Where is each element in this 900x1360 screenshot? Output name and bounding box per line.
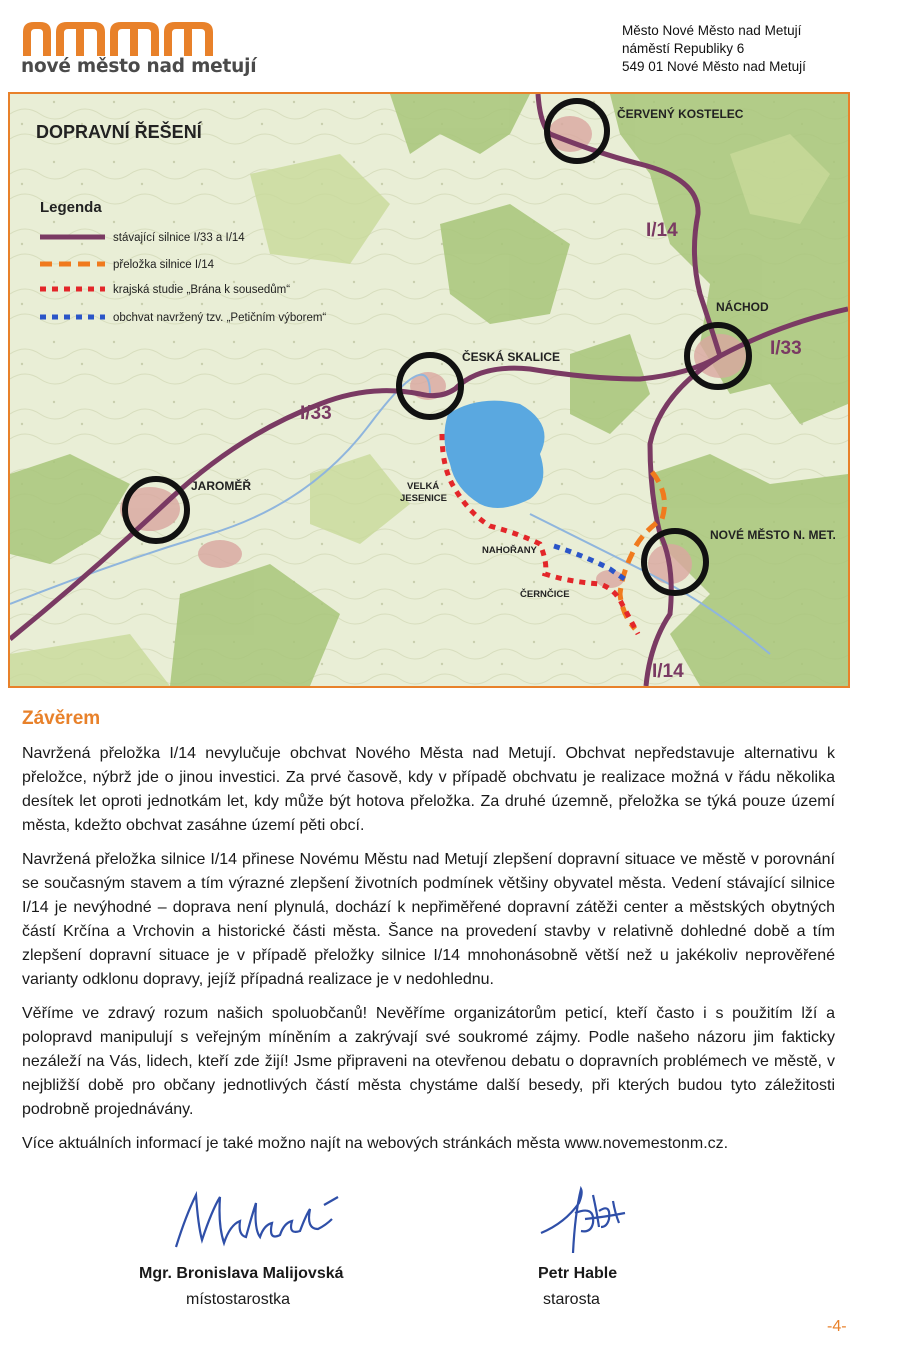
- map-canvas: [10, 94, 848, 686]
- signatory-role: místostarostka: [186, 1291, 291, 1308]
- address-line: náměstí Republiky 6: [622, 41, 745, 56]
- road-label: I/14: [646, 220, 678, 241]
- article-body: [22, 706, 835, 1166]
- logo-wordmark: nové město nad metují: [21, 56, 257, 77]
- legend-title: Legenda: [40, 199, 102, 216]
- village-label: ČERNČICE: [520, 589, 570, 600]
- city-logo: [20, 18, 250, 88]
- city-address: [622, 22, 806, 76]
- road-label: I/33: [300, 403, 332, 424]
- signature-hable: [535, 1183, 635, 1263]
- signatory-name: Petr Hable: [538, 1265, 618, 1282]
- town-label: NOVÉ MĚSTO N. MET.: [710, 528, 836, 542]
- map-title: DOPRAVNÍ ŘEŠENÍ: [36, 122, 202, 142]
- town-label: JAROMĚŘ: [191, 479, 252, 493]
- signatory-role: starosta: [543, 1291, 600, 1308]
- village-label: VELKÁ: [407, 481, 440, 492]
- paragraph: Věříme ve zdravý rozum našich spoluobčanů! Nevěříme organizátorům peticí, kteří často i s použitím lží a polopravd manipulují s veřejným míněním a zakrývají své soukromé zájmy. Podle našeho názoru jim fakticky nezáleží na Vás, lidech, kteří zde žijí! Jsme připraveni na otevřenou debatu o dopravních problémech ve městě, v nejbližší době pro občany jednotlivých částí města chystáme další besedy, při kterých budou tyto záležitosti podrobně projednávány.: [22, 1005, 835, 1118]
- paragraph: Navržená přeložka silnice I/14 přinese Novému Městu nad Metují zlepšení dopravní situace ve městě v porovnání se současným stavem a tím výrazné zlepšení životních podmínek většiny obyvatel města. Vedení stávající silnice I/14 je nevýhodné – doprava není plynulá, dochází k nepřiměřené dopravní zátěži center a městských obytných částí Krčína a Vrchovin a historické části města. Šance na provedení stavby v relativně dohledné době a tím zlepšení dopravní situace je v případě přeložky silnice I/14 mnohonásobně větší než u jakékoliv neprověřené varianty odklonu dopravy, jejíž případná realizace je v nedohlednu.: [22, 851, 835, 988]
- legend-item: obchvat navržený tzv. „Petičním výborem“: [113, 312, 327, 324]
- road-label: I/14: [652, 661, 684, 682]
- legend-item: krajská studie „Brána k sousedům“: [113, 284, 291, 296]
- town-label: ČESKÁ SKALICE: [462, 350, 561, 364]
- section-heading: Závěrem: [22, 708, 101, 729]
- address-line: 549 01 Nové Město nad Metují: [622, 59, 806, 74]
- village-label: NAHOŘANY: [482, 545, 537, 556]
- paragraph: Více aktuálních informací je také možno najít na webových stránkách města www.novemestonm.cz.: [22, 1135, 729, 1152]
- legend-item: přeložka silnice I/14: [113, 259, 214, 271]
- page-number: -4-: [827, 1318, 847, 1335]
- paragraph: Navržená přeložka I/14 nevylučuje obchvat Nového Města nad Metují. Obchvat nepředstavuje alternativu k přeložce, nýbrž jde o jinou investici. Za prvé časově, kdy v případě obchvatu je realizace možná v řádu několika desítek let oproti jednotkám let, kdy může být hotova přeložka. Za druhé územně, přeložka se týká pouze území města, kdežto obchvat zasáhne území pěti obcí.: [22, 745, 835, 834]
- signatory-name: Mgr. Bronislava Malijovská: [139, 1265, 344, 1282]
- transport-map: [8, 92, 850, 688]
- town-label: ČERVENÝ KOSTELEC: [617, 107, 744, 121]
- road-label: I/33: [770, 338, 802, 359]
- legend-item: stávající silnice I/33 a I/14: [113, 232, 245, 244]
- village-label: JESENICE: [400, 493, 447, 504]
- address-line: Město Nové Město nad Metují: [622, 23, 802, 38]
- signature-malijovska: [168, 1185, 348, 1265]
- town-label: NÁCHOD: [716, 300, 769, 314]
